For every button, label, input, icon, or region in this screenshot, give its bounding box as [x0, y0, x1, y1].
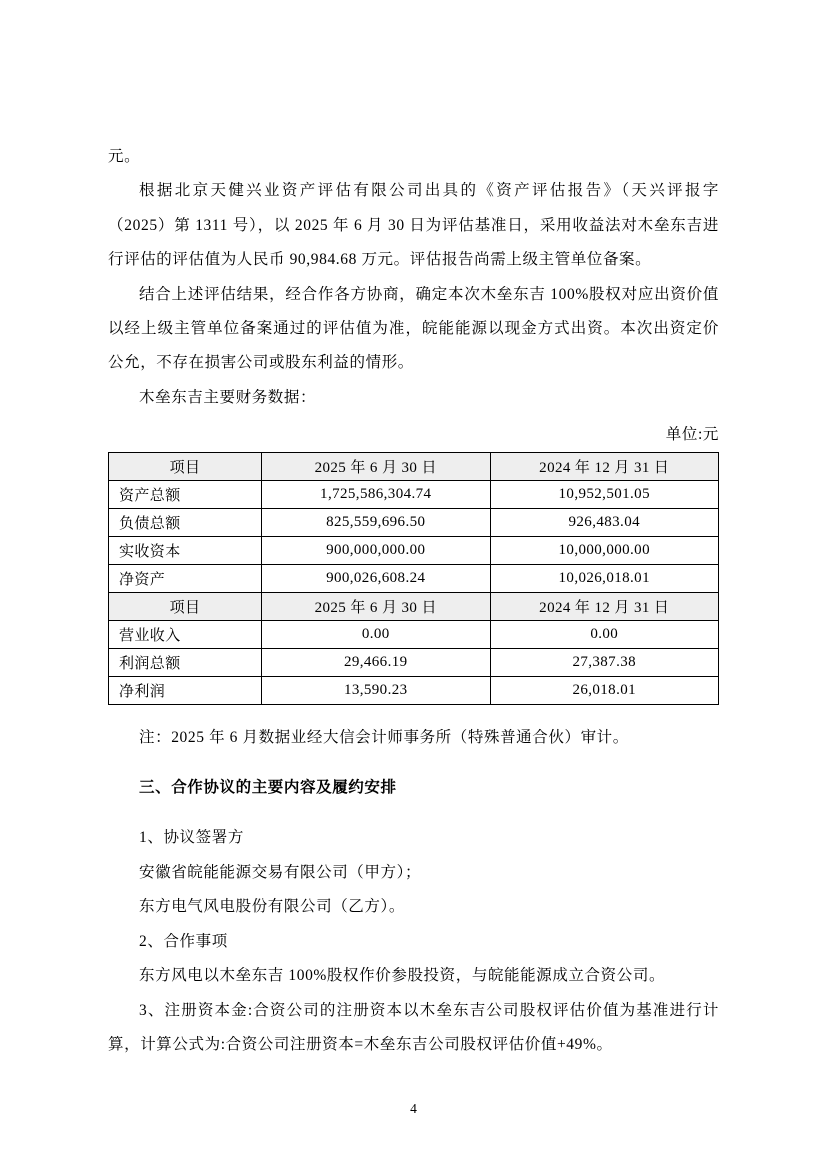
table-cell-label: 净资产	[109, 565, 262, 593]
page-number: 4	[410, 1101, 417, 1116]
table-cell-value: 0.00	[490, 621, 719, 649]
table-cell-label: 资产总额	[109, 481, 262, 509]
paragraph-3: 结合上述评估结果，经合作各方协商，确定本次木垒东吉 100%股权对应出资价值以经上级主管单位备案通过的评估值为准，皖能能源以现金方式出资。本次出资定价公允，不存在损害公司或股东利益的情形。	[108, 285, 719, 372]
paragraph-1: 元。	[108, 148, 141, 165]
table-row	[109, 453, 719, 481]
paragraph-4: 木垒东吉主要财务数据：	[139, 388, 317, 406]
table-cell-value: 900,026,608.24	[262, 565, 491, 593]
table-cell-label: 利润总额	[109, 649, 262, 677]
table-row	[109, 593, 719, 621]
section-paragraph-6: 3、注册资本金:合资公司的注册资本以木垒东吉公司股权评估价值为基准进行计算，计算公式为:合资公司注册资本=木垒东吉公司股权评估价值+49%。	[108, 1001, 719, 1053]
table-cell-value: 10,026,018.01	[490, 565, 719, 593]
table-cell-value: 26,018.01	[490, 677, 719, 705]
table-cell-label: 营业收入	[109, 621, 262, 649]
financial-data-table	[108, 452, 719, 705]
table-cell-value: 10,000,000.00	[490, 537, 719, 565]
table-cell-value: 926,483.04	[490, 509, 719, 537]
table-header-cell: 2024 年 12 月 31 日	[490, 593, 719, 621]
table-cell-label: 净利润	[109, 677, 262, 705]
table-row	[109, 621, 719, 649]
table-cell-value: 10,952,501.05	[490, 481, 719, 509]
table-cell-value: 825,559,696.50	[262, 509, 491, 537]
table-row	[109, 677, 719, 705]
section-paragraph-3: 东方电气风电股份有限公司（乙方）。	[139, 898, 405, 916]
paragraph-2: 根据北京天健兴业资产评估有限公司出具的《资产评估报告》（天兴评报字（2025）第 1311 号），以 2025 年 6 月 30 日为评估基准日，采用收益法对木垒东吉进行评估的评估值为人民币 90,984.68 万元。评估报告尚需上级主管单位备案。	[108, 182, 719, 269]
table-row	[109, 537, 719, 565]
section-paragraph-1: 1、协议签署方	[139, 829, 244, 847]
table-header-cell: 项目	[109, 593, 262, 621]
table-cell-value: 29,466.19	[262, 649, 491, 677]
table-note: 注：2025 年 6 月数据业经大信会计师事务所（特殊普通合伙）审计。	[139, 728, 629, 746]
table-cell-label: 实收资本	[109, 537, 262, 565]
table-cell-value: 900,000,000.00	[262, 537, 491, 565]
table-cell-label: 负债总额	[109, 509, 262, 537]
table-header-cell: 2024 年 12 月 31 日	[490, 453, 719, 481]
table-row	[109, 649, 719, 677]
section-paragraph-4: 2、合作事项	[139, 932, 228, 950]
table-header-cell: 2025 年 6 月 30 日	[262, 593, 491, 621]
table-header-cell: 2025 年 6 月 30 日	[262, 453, 491, 481]
table-header-cell: 项目	[109, 453, 262, 481]
section-paragraph-2: 安徽省皖能能源交易有限公司（甲方）；	[139, 863, 422, 881]
table-cell-value: 1,725,586,304.74	[262, 481, 491, 509]
table-unit-label: 单位:元	[665, 426, 719, 444]
section-heading: 三、合作协议的主要内容及履约安排	[139, 779, 397, 797]
table-cell-value: 27,387.38	[490, 649, 719, 677]
table-cell-value: 13,590.23	[262, 677, 491, 705]
table-row	[109, 565, 719, 593]
section-paragraph-5: 东方风电以木垒东吉 100%股权作价参股投资，与皖能能源成立合资公司。	[139, 967, 666, 985]
table-row	[109, 509, 719, 537]
table-cell-value: 0.00	[262, 621, 491, 649]
table-row	[109, 481, 719, 509]
